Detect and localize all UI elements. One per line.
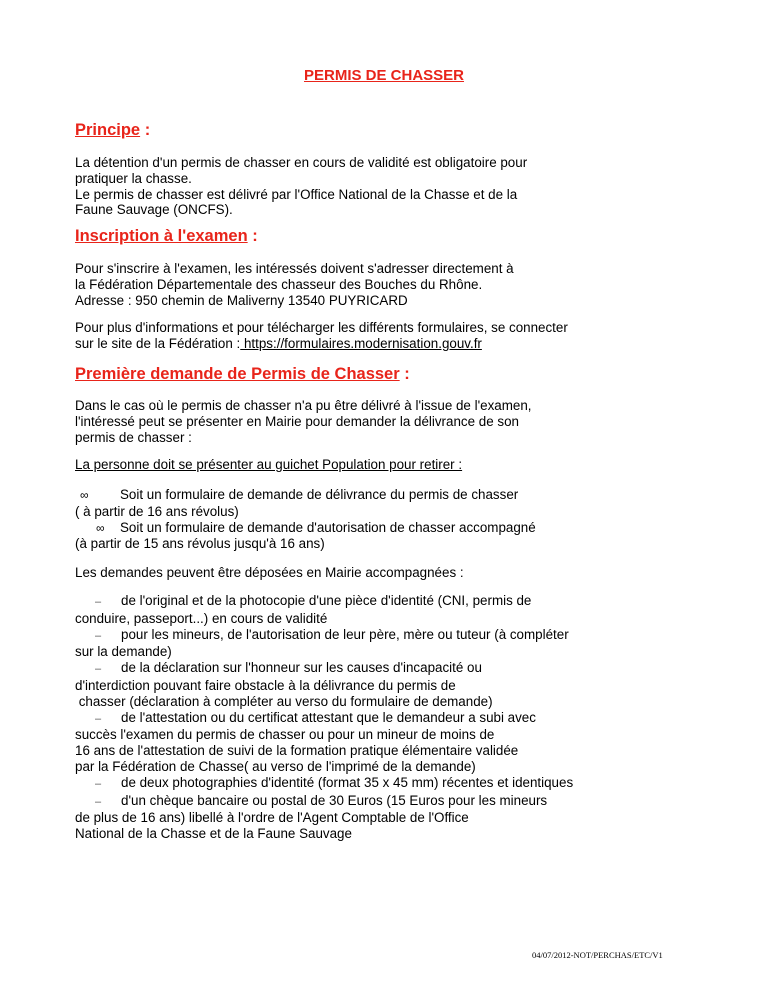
pieces-dash-list	[75, 593, 635, 842]
bullet-item-text: Soit un formulaire de demande d'autorisation de chasser accompagné	[120, 519, 536, 535]
premiere-line: l'intéressé peut se présenter en Mairie pour demander la délivrance de son	[75, 413, 519, 429]
dash-item-continuation: National de la Chasse et de la Faune Sauvage	[75, 826, 352, 842]
info-line-with-link	[75, 336, 635, 352]
heading-inscription-colon: :	[247, 227, 258, 245]
dash-item	[75, 710, 635, 728]
principe-line: pratiquer la chasse.	[75, 170, 192, 186]
premiere-line: permis de chasser :	[75, 429, 192, 445]
dash-item-text: de deux photographies d'identité (format 35 x 45 mm) récentes et identiques	[121, 774, 574, 790]
dash-bullet-icon: –	[95, 663, 102, 676]
inscription-line: la Fédération Départementale des chasseur des Bouches du Rhône.	[75, 276, 483, 292]
guichet-line: La personne doit se présenter au guichet Population pour retirer :	[75, 457, 463, 472]
heading-premiere-demande	[75, 365, 410, 384]
dash-item	[75, 627, 635, 645]
dash-item-continuation: sur la demande)	[75, 644, 172, 660]
dash-item-text: pour les mineurs, de l'autorisation de leur père, mère ou tuteur (à compléter	[121, 626, 569, 642]
dash-bullet-icon: –	[95, 795, 102, 808]
federation-link[interactable]: https://formulaires.modernisation.gouv.fr	[240, 335, 482, 351]
dash-bullet-icon: –	[95, 777, 102, 790]
dash-item-continuation: de plus de 16 ans) libellé à l'ordre de l'Agent Comptable de l'Office	[75, 810, 469, 826]
inscription-line: Pour s'inscrire à l'examen, les intéressés doivent s'adresser directement à	[75, 261, 514, 276]
heading-inscription	[75, 227, 258, 246]
dash-item-continuation: d'interdiction pouvant faire obstacle à la délivrance du permis de	[75, 677, 456, 693]
dash-item-continuation: par la Fédération de Chasse( au verso de l'imprimé de la demande)	[75, 758, 476, 774]
dash-item-text: de l'original et de la photocopie d'une pièce d'identité (CNI, permis de	[121, 593, 532, 608]
guichet-paragraph	[75, 457, 635, 473]
bullet-item-continuation: ( à partir de 16 ans révolus)	[75, 503, 239, 519]
dash-item-text: de la déclaration sur l'honneur sur les causes d'incapacité ou	[121, 660, 482, 676]
document-reference-footer: 04/07/2012-NOT/PERCHAS/ETC/V1	[532, 950, 663, 960]
dash-item	[75, 775, 635, 793]
formulaire-bullet-list	[75, 487, 635, 552]
bullet-item	[75, 487, 635, 504]
demandes-intro-paragraph	[75, 565, 635, 581]
dash-item-continuation: conduire, passeport...) en cours de validité	[75, 610, 328, 626]
heading-principe-colon: :	[140, 121, 151, 139]
dash-item-continuation: 16 ans de l'attestation de suivi de la formation pratique élémentaire validée	[75, 743, 519, 759]
page-title: PERMIS DE CHASSER	[303, 67, 465, 84]
principe-line: Faune Sauvage (ONCFS).	[75, 202, 233, 218]
bullet-item-continuation: (à partir de 15 ans révolus jusqu'à 16 ans)	[75, 536, 325, 552]
principe-line: La détention d'un permis de chasser en cours de validité est obligatoire pour	[75, 155, 528, 170]
principe-line: Le permis de chasser est délivré par l'Office National de la Chasse et de la	[75, 186, 518, 202]
dash-item-continuation: succès l'examen du permis de chasser ou pour un mineur de moins de	[75, 727, 495, 743]
infinity-bullet-icon: ∞	[80, 488, 89, 502]
dash-item	[75, 660, 635, 678]
heading-premiere-colon: :	[399, 365, 410, 383]
premiere-line: Dans le cas où le permis de chasser n'a pu être délivré à l'issue de l'examen,	[75, 398, 532, 413]
infinity-bullet-icon: ∞	[96, 520, 105, 535]
bullet-item	[75, 520, 635, 537]
heading-principe-text: Principe	[75, 121, 141, 139]
dash-bullet-icon: –	[95, 629, 102, 642]
inscription-line: Adresse : 950 chemin de Maliverny 13540 PUYRICARD	[75, 292, 408, 308]
dash-item-continuation: chasser (déclaration à compléter au verso du formulaire de demande)	[75, 693, 493, 709]
dash-bullet-icon: –	[95, 596, 102, 608]
dash-item-text: de l'attestation ou du certificat attestant que le demandeur a subi avec	[121, 709, 536, 725]
info-line: Pour plus d'informations et pour télécharger les différents formulaires, se connecter	[75, 320, 568, 335]
principe-paragraph	[75, 155, 635, 218]
inscription-paragraph	[75, 261, 635, 308]
dash-item-text: d'un chèque bancaire ou postal de 30 Euros (15 Euros pour les mineurs	[121, 792, 548, 808]
dash-bullet-icon: –	[95, 712, 102, 725]
bullet-item-text: Soit un formulaire de demande de délivrance du permis de chasser	[120, 487, 519, 502]
premiere-paragraph	[75, 398, 635, 445]
heading-inscription-text: Inscription à l'examen	[75, 227, 248, 245]
inscription-info-paragraph	[75, 320, 635, 352]
dash-item	[75, 593, 635, 611]
heading-premiere-text: Première demande de Permis de Chasser	[75, 365, 400, 383]
demandes-intro-line: Les demandes peuvent être déposées en Mairie accompagnées :	[75, 565, 464, 580]
info-line-prefix: sur le site de la Fédération :	[75, 335, 241, 351]
dash-item	[75, 793, 635, 811]
heading-principe	[75, 121, 150, 140]
